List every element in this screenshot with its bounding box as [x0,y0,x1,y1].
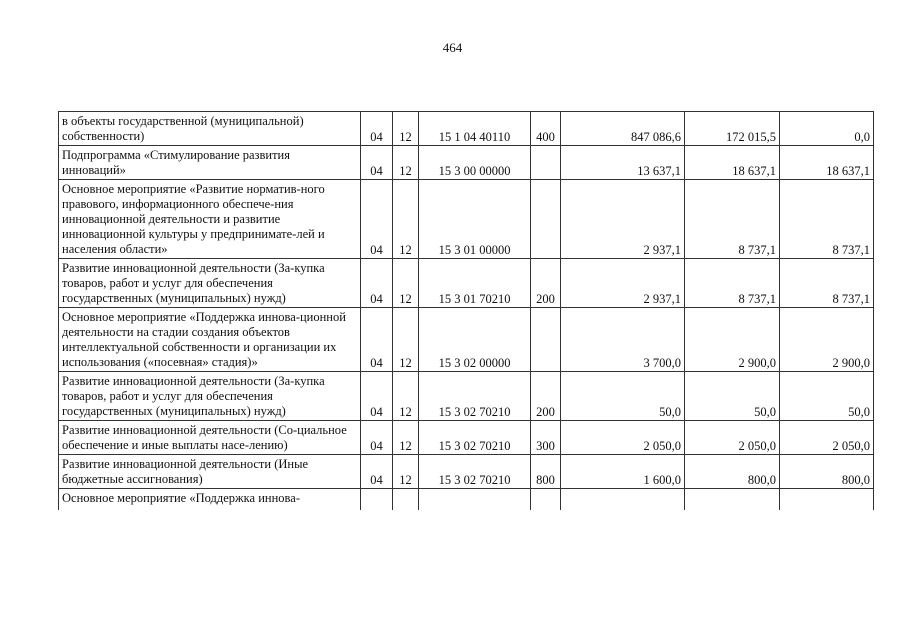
budget-table [58,111,874,510]
amount-year1-cell: 3 700,0 [561,308,685,372]
section-code-cell: 04 [361,146,393,180]
amount-year1-cell: 2 937,1 [561,180,685,259]
amount-year3-cell: 0,0 [780,112,874,146]
amount-year1-cell: 2 937,1 [561,259,685,308]
page-number: 464 [442,40,463,55]
subsection-code-cell: 12 [393,455,419,489]
row-name-cell: Развитие инновационной деятельности (За-купка товаров, работ и услуг для обеспечения государственных (муниципальных) нужд) [59,259,361,308]
expense-type-cell: 200 [531,372,561,421]
subsection-code-cell: 12 [393,112,419,146]
row-name-cell: Основное мероприятие «Развитие норматив-ного правового, информационного обеспече-ния инновационной деятельности и развитие инновационной культуры у предпринимате-лей и населения области» [59,180,361,259]
expense-type-cell: 200 [531,259,561,308]
amount-year2-cell: 8 737,1 [685,180,780,259]
amount-year3-cell: 18 637,1 [780,146,874,180]
amount-year2-cell: 172 015,5 [685,112,780,146]
row-name-cell: Основное мероприятие «Поддержка иннова-ционной деятельности на стадии создания объектов интеллектуальной собственности и организации их использования («посевная» стадия)» [59,308,361,372]
section-code-cell: 04 [361,112,393,146]
expense-type-cell [531,180,561,259]
section-code-cell: 04 [361,259,393,308]
target-article-cell: 15 3 02 70210 [419,421,531,455]
expense-type-cell [531,308,561,372]
amount-year2-cell: 800,0 [685,455,780,489]
amount-year2-cell: 8 737,1 [685,259,780,308]
row-name-cell: Развитие инновационной деятельности (Со-циальное обеспечение и иные выплаты насе-лению) [59,421,361,455]
table-row [59,146,874,180]
table-row [59,112,874,146]
section-code-cell: 04 [361,421,393,455]
row-name-cell: в объекты государственной (муниципальной) собственности) [59,112,361,146]
amount-year1-cell: 50,0 [561,372,685,421]
subsection-code-cell: 12 [393,180,419,259]
subsection-code-cell [393,489,419,511]
amount-year3-cell: 800,0 [780,455,874,489]
amount-year1-cell [561,489,685,511]
expense-type-cell: 800 [531,455,561,489]
amount-year3-cell: 8 737,1 [780,180,874,259]
amount-year2-cell [685,489,780,511]
section-code-cell: 04 [361,180,393,259]
expense-type-cell: 400 [531,112,561,146]
amount-year1-cell: 13 637,1 [561,146,685,180]
row-name-cell: Развитие инновационной деятельности (За-купка товаров, работ и услуг для обеспечения государственных (муниципальных) нужд) [59,372,361,421]
table-row [59,259,874,308]
target-article-cell: 15 3 01 70210 [419,259,531,308]
table-row [59,455,874,489]
amount-year1-cell: 2 050,0 [561,421,685,455]
row-name-cell: Основное мероприятие «Поддержка иннова- [59,489,361,511]
table-row [59,489,874,511]
row-name-cell: Развитие инновационной деятельности (Иные бюджетные ассигнования) [59,455,361,489]
section-code-cell [361,489,393,511]
amount-year1-cell: 847 086,6 [561,112,685,146]
table-body [59,112,874,511]
amount-year3-cell: 8 737,1 [780,259,874,308]
target-article-cell [419,489,531,511]
table-row [59,372,874,421]
amount-year3-cell [780,489,874,511]
amount-year2-cell: 50,0 [685,372,780,421]
section-code-cell: 04 [361,372,393,421]
target-article-cell: 15 3 01 00000 [419,180,531,259]
expense-type-cell [531,489,561,511]
table-row [59,180,874,259]
subsection-code-cell: 12 [393,146,419,180]
row-name-cell: Подпрограмма «Стимулирование развития инноваций» [59,146,361,180]
expense-type-cell [531,146,561,180]
subsection-code-cell: 12 [393,421,419,455]
table-row [59,421,874,455]
amount-year2-cell: 2 900,0 [685,308,780,372]
section-code-cell: 04 [361,308,393,372]
subsection-code-cell: 12 [393,372,419,421]
subsection-code-cell: 12 [393,308,419,372]
amount-year1-cell: 1 600,0 [561,455,685,489]
amount-year3-cell: 2 050,0 [780,421,874,455]
amount-year3-cell: 50,0 [780,372,874,421]
expense-type-cell: 300 [531,421,561,455]
subsection-code-cell: 12 [393,259,419,308]
target-article-cell: 15 3 02 70210 [419,455,531,489]
section-code-cell: 04 [361,455,393,489]
amount-year3-cell: 2 900,0 [780,308,874,372]
amount-year2-cell: 18 637,1 [685,146,780,180]
target-article-cell: 15 3 02 00000 [419,308,531,372]
table-row [59,308,874,372]
amount-year2-cell: 2 050,0 [685,421,780,455]
target-article-cell: 15 3 00 00000 [419,146,531,180]
target-article-cell: 15 1 04 40110 [419,112,531,146]
target-article-cell: 15 3 02 70210 [419,372,531,421]
